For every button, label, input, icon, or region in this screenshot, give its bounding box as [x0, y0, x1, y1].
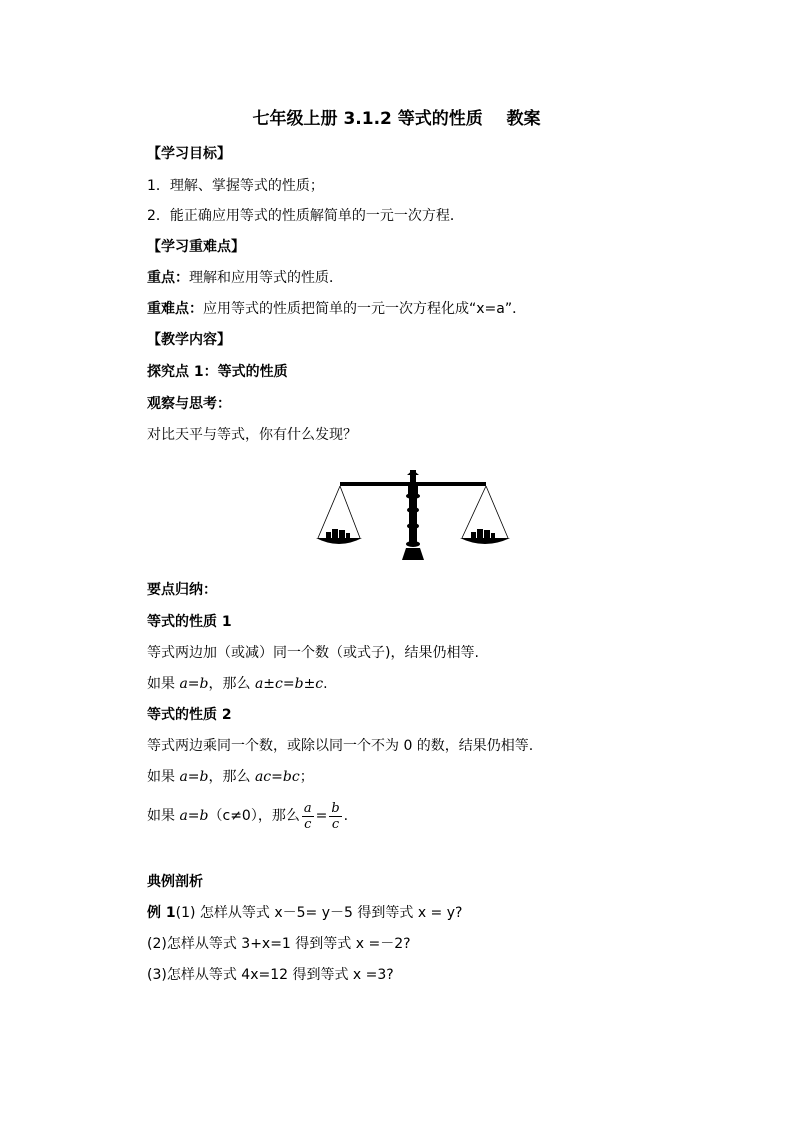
property-2-formula-b — [147, 798, 348, 834]
key-point-line — [147, 268, 343, 288]
key-points-heading: 【学习重难点】 — [147, 239, 245, 255]
fraction-a-denominator: c — [304, 816, 312, 832]
property-2-title: 等式的性质 2 — [147, 707, 232, 723]
property-1-prefix: 如果 — [147, 676, 180, 692]
objective-item-1: 1．理解、掌握等式的性质； — [147, 178, 324, 194]
example-1-text: (1) 怎样从等式 x－5= y－5 得到等式 x = y? — [175, 905, 463, 921]
observe-title: 观察与思考： — [147, 396, 231, 412]
fraction-a-numerator: a — [303, 800, 312, 816]
content-heading: 【教学内容】 — [147, 332, 231, 348]
examples-heading: 典例剖析 — [147, 874, 203, 890]
property-1-condition: a=b — [179, 676, 209, 692]
fraction-b-over-c — [329, 801, 341, 832]
difficult-point-line — [147, 299, 526, 319]
property-1-text: 等式两边加（或减）同一个数（或式子)，结果仍相等. — [147, 645, 479, 661]
property-2a-condition: a=b — [179, 769, 209, 785]
property-2b-condition: a=b — [179, 808, 209, 824]
property-1-formula — [147, 674, 328, 694]
property-2b-prefix: 如果 — [147, 808, 180, 824]
property-1-title: 等式的性质 1 — [147, 614, 232, 630]
property-1-end: . — [323, 676, 328, 692]
property-1-mid: ，那么 — [208, 676, 255, 692]
property-1-result: a±c=b±c — [254, 676, 324, 692]
property-2a-end: ； — [299, 769, 314, 785]
difficult-point-text: 应用等式的性质把简单的一元一次方程化成“x=a”． — [203, 301, 527, 317]
example-1-part-1 — [147, 903, 462, 923]
explore-title: 探究点 1：等式的性质 — [147, 364, 288, 380]
fraction-b-denominator: c — [331, 816, 340, 832]
property-2b-end: . — [343, 808, 349, 824]
objective-item-2: 2．能正确应用等式的性质解简单的一元一次方程． — [147, 208, 464, 224]
property-2b-paren: （c≠0），那么 — [208, 808, 300, 824]
property-2-formula-a — [147, 767, 314, 787]
property-2a-mid: ，那么 — [208, 769, 255, 785]
difficult-point-label: 重难点： — [147, 301, 203, 317]
example-1-part-2: (2)怎样从等式 3+x=1 得到等式 x =－2? — [147, 936, 411, 952]
key-point-text: 理解和应用等式的性质． — [189, 270, 343, 286]
page-title: 七年级上册 3.1.2 等式的性质 教案 — [252, 109, 541, 129]
question-text: 对比天平与等式，你有什么发现？ — [147, 427, 357, 443]
property-2b-equals: = — [315, 808, 328, 824]
summary-title: 要点归纳： — [147, 582, 217, 598]
fraction-a-over-c — [302, 801, 314, 832]
objectives-heading: 【学习目标】 — [147, 146, 231, 162]
property-2a-result: ac=bc — [254, 769, 300, 785]
fraction-b-numerator: b — [331, 800, 340, 816]
balance-scale-image — [310, 466, 510, 566]
example-1-part-3: (3)怎样从等式 4x=12 得到等式 x =3? — [147, 967, 394, 983]
key-point-label: 重点： — [147, 270, 189, 286]
example-1-label: 例 1 — [147, 905, 176, 921]
property-2a-prefix: 如果 — [147, 769, 180, 785]
property-2-text: 等式两边乘同一个数，或除以同一个不为 0 的数，结果仍相等. — [147, 738, 534, 754]
